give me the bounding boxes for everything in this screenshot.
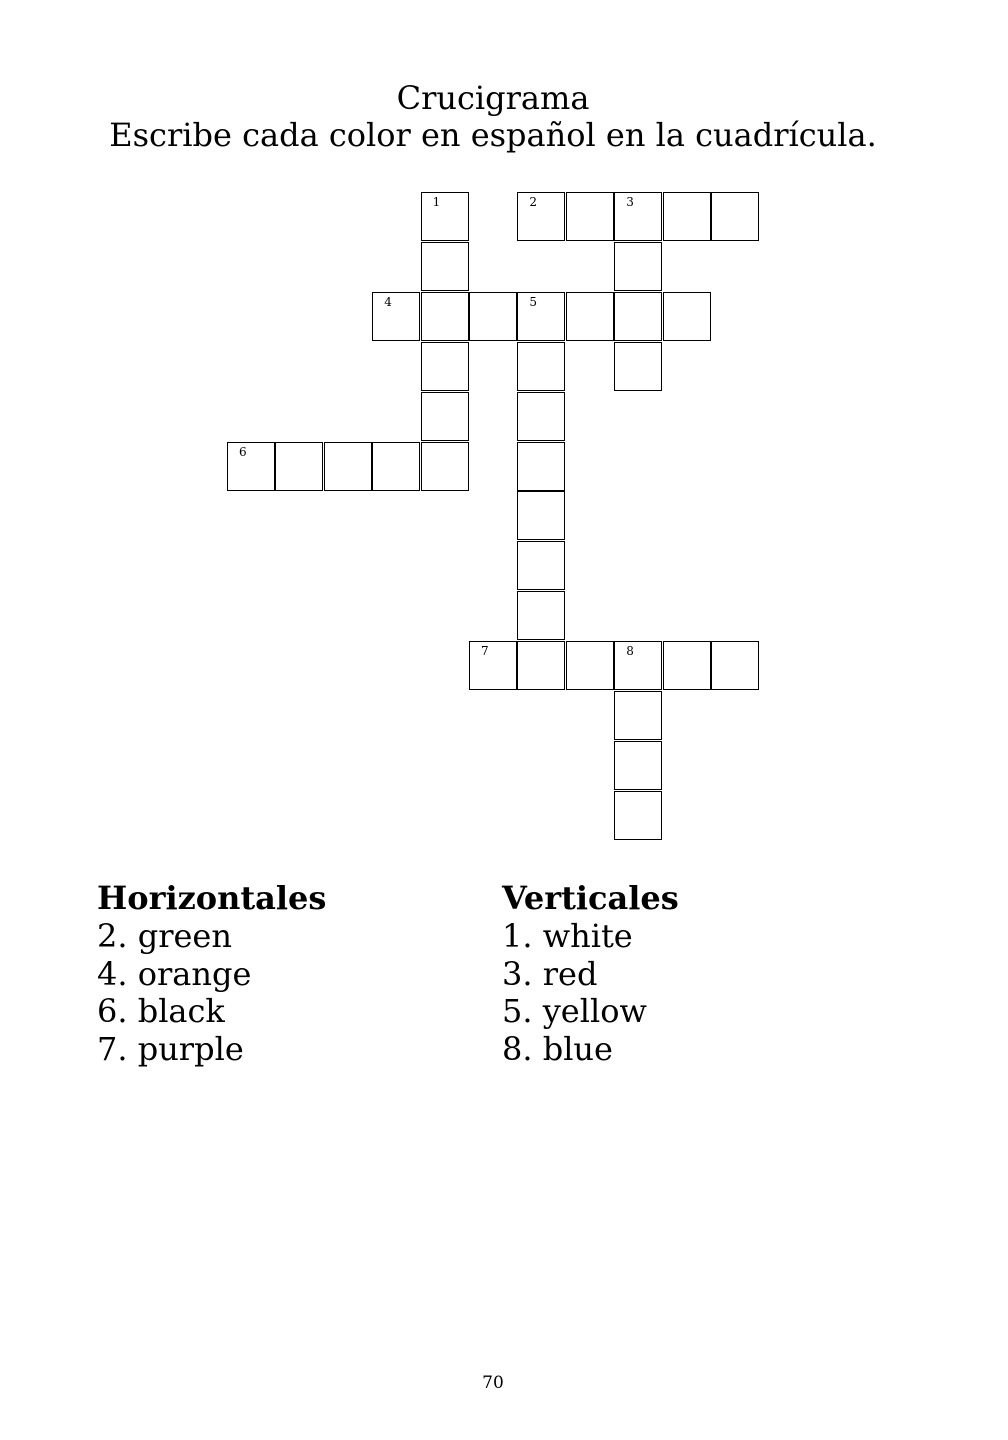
crossword-cell[interactable] xyxy=(372,292,420,341)
clue-number: 2 xyxy=(529,195,538,209)
crossword-cell[interactable] xyxy=(614,192,662,241)
across-clue: 7. purple xyxy=(97,1029,244,1068)
crossword-cell[interactable] xyxy=(517,641,565,690)
across-heading: Horizontales xyxy=(97,879,327,917)
crossword-cell[interactable] xyxy=(421,192,469,241)
crossword-cell[interactable] xyxy=(614,741,662,790)
crossword-cell[interactable] xyxy=(517,442,565,491)
crossword-cell[interactable] xyxy=(517,342,565,391)
crossword-cell[interactable] xyxy=(275,442,323,491)
crossword-cell[interactable] xyxy=(324,442,372,491)
crossword-cell[interactable] xyxy=(614,791,662,840)
down-clue: 1. white xyxy=(502,917,633,955)
clue-number: 8 xyxy=(626,644,634,659)
crossword-cell[interactable] xyxy=(517,292,565,341)
clue-number: 1 xyxy=(432,195,441,209)
crossword-cell[interactable] xyxy=(421,342,469,391)
crossword-cell[interactable] xyxy=(663,292,711,341)
crossword-cell[interactable] xyxy=(566,192,614,241)
crossword-cell[interactable] xyxy=(614,641,662,690)
crossword-cell[interactable] xyxy=(421,392,469,441)
crossword-cell[interactable] xyxy=(614,292,662,341)
across-clue: 2. green xyxy=(97,917,232,955)
crossword-cell[interactable] xyxy=(711,641,759,690)
crossword-cell[interactable] xyxy=(711,192,759,241)
page-number: 70 xyxy=(482,1373,504,1393)
page-title: Crucigrama xyxy=(396,79,590,117)
crossword-cell[interactable] xyxy=(421,292,469,341)
crossword-cell[interactable] xyxy=(517,392,565,441)
crossword-cell[interactable] xyxy=(663,192,711,241)
instructions: Escribe cada color en español en la cuadrícula. xyxy=(109,116,877,154)
crossword-cell[interactable] xyxy=(614,342,662,391)
across-clue: 4. orange xyxy=(97,954,252,993)
crossword-cell[interactable] xyxy=(517,192,565,241)
crossword-cell[interactable] xyxy=(469,641,517,690)
crossword-cell[interactable] xyxy=(566,641,614,690)
down-clue: 8. blue xyxy=(502,1029,613,1068)
clue-number: 3 xyxy=(626,195,634,209)
crossword-cell[interactable] xyxy=(469,292,517,341)
down-heading: Verticales xyxy=(502,879,679,917)
clue-number: 7 xyxy=(481,644,489,659)
clue-number: 5 xyxy=(529,294,538,309)
crossword-cell[interactable] xyxy=(421,442,469,491)
across-clue: 6. black xyxy=(97,992,225,1030)
crossword-cell[interactable] xyxy=(663,641,711,690)
across-clues xyxy=(97,878,326,1068)
clue-number: 6 xyxy=(239,444,247,459)
down-clues xyxy=(502,878,679,1068)
crossword-cell[interactable] xyxy=(227,442,275,491)
crossword-cell[interactable] xyxy=(517,541,565,590)
down-clue: 3. red xyxy=(502,954,598,993)
crossword-cell[interactable] xyxy=(421,242,469,291)
crossword-cell[interactable] xyxy=(566,292,614,341)
crossword-cell[interactable] xyxy=(372,442,420,491)
crossword-cell[interactable] xyxy=(517,491,565,540)
down-clue: 5. yellow xyxy=(502,992,647,1030)
clue-number: 4 xyxy=(384,294,392,309)
crossword-cell[interactable] xyxy=(614,242,662,291)
crossword-cell[interactable] xyxy=(517,591,565,640)
crossword-cell[interactable] xyxy=(614,691,662,740)
